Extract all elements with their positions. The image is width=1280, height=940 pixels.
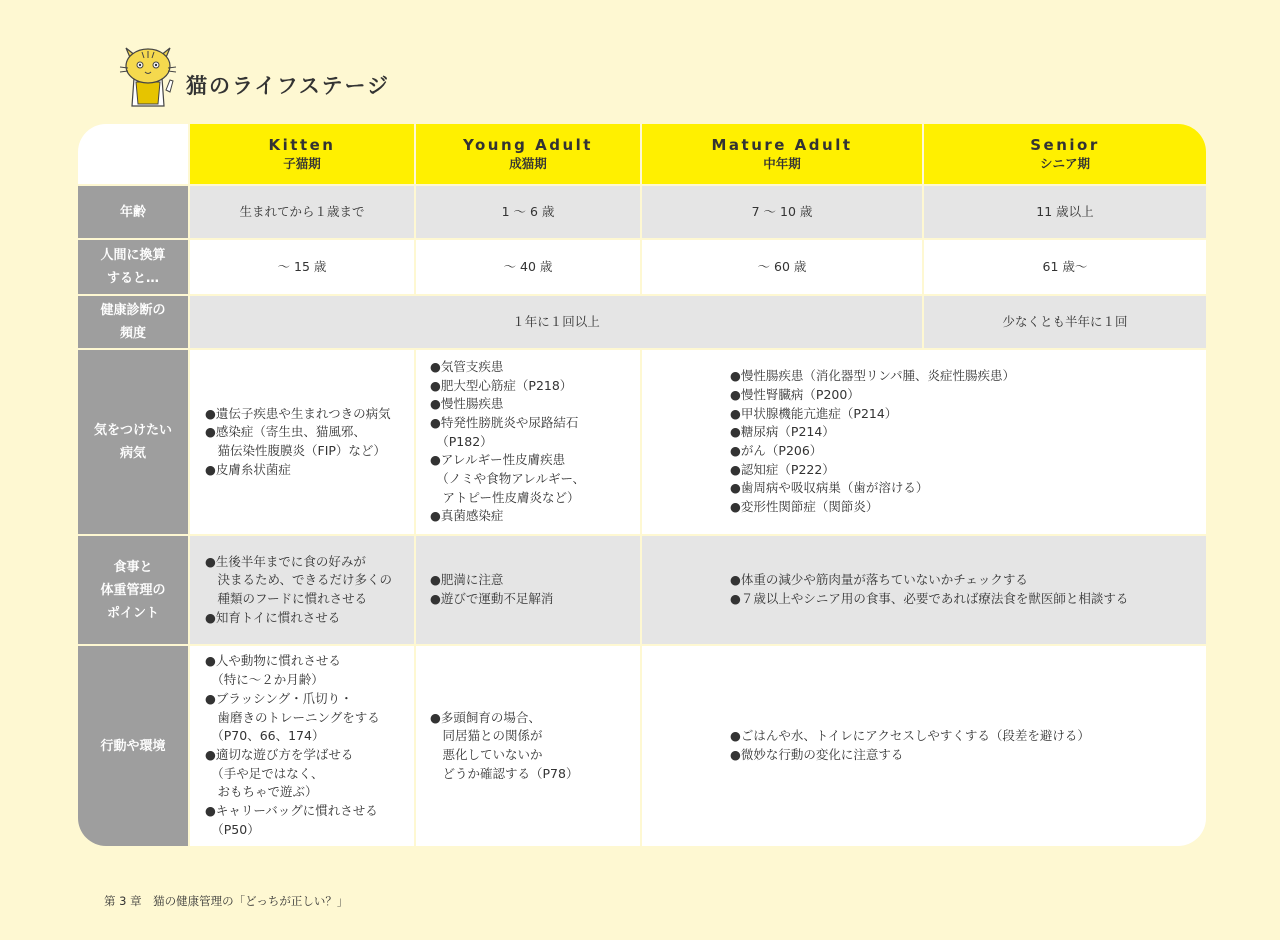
list-item: ●人や動物に慣れさせる [205, 653, 341, 669]
column-header-en: Kitten [268, 136, 336, 154]
list-item: （P182） [430, 433, 493, 449]
list-item: どうか確認する（P78） [430, 765, 579, 781]
label-line: 気をつけたい [93, 423, 172, 438]
list-item: ●キャリーバッグに慣れさせる [205, 803, 378, 819]
list-item: 猫伝染性腹膜炎（FIP）など） [205, 443, 386, 458]
diet-kitten [190, 536, 414, 644]
list-item: ●慢性腸疾患（消化器型リンパ腫、炎症性腸疾患） [730, 368, 1016, 384]
list-item: ●遺伝子疾患や生まれつきの病気 [205, 405, 391, 421]
list-item: ●知育トイに慣れさせる [205, 609, 341, 625]
list-item: ●認知症（P222） [730, 461, 835, 477]
disease-young-adult [416, 350, 640, 534]
list-item: ●歯周病や吸収病巣（歯が溶ける） [730, 480, 929, 496]
list-item: ●ごはんや水、トイレにアクセスしやすくする（段差を避ける） [730, 728, 1090, 744]
list-item: 決まるため、できるだけ多くの [205, 572, 393, 588]
disease-list [430, 358, 585, 526]
life-stage-table [78, 124, 1206, 846]
list-item: ●甲状腺機能亢進症（P214） [730, 405, 898, 421]
list-item: ●気管支疾患 [430, 358, 504, 374]
column-header-senior [924, 124, 1206, 184]
behavior-list [430, 709, 578, 784]
disease-kitten [190, 350, 414, 534]
list-item: ●肥満に注意 [430, 572, 504, 588]
list-item: ●慢性腎臓病（P200） [730, 386, 860, 402]
human-age-mature-adult: ～ 60 歳 [642, 240, 922, 294]
diet-list [730, 571, 1128, 608]
list-item: （特に～２か月齢） [205, 672, 324, 688]
row-label-behavior: 行動や環境 [78, 646, 188, 846]
list-item: 歯磨きのトレーニングをする [205, 709, 380, 725]
label-line: 食事と [113, 559, 153, 575]
list-item: ●遊びで運動不足解消 [430, 591, 554, 606]
diet-mature-senior [642, 536, 1206, 644]
list-item: ●体重の減少や筋肉量が落ちていないかチェックする [730, 572, 1028, 588]
list-item: 悪化していないか [430, 747, 543, 762]
disease-list [730, 367, 1015, 517]
row-label-age: 年齢 [78, 186, 188, 238]
row-label-human-age [78, 240, 188, 294]
label-line: 人間に換算 [100, 248, 166, 263]
label-line: 頻度 [119, 326, 146, 341]
list-item: ●真菌感染症 [430, 508, 504, 524]
label-line: 健康診断の [100, 303, 166, 318]
row-label-checkup [78, 296, 188, 348]
column-header-jp: 子猫期 [283, 156, 321, 171]
column-header-jp: シニア期 [1039, 156, 1090, 171]
list-item: （ノミや食物アレルギー、 [430, 471, 585, 487]
human-age-kitten: ～ 15 歳 [190, 240, 414, 294]
list-item: ●生後半年までに食の好みが [205, 553, 366, 569]
behavior-young-adult [416, 646, 640, 846]
page-title: 猫のライフステージ [186, 74, 391, 98]
label-line: 病気 [119, 446, 146, 461]
disease-mature-senior [642, 350, 1206, 534]
human-age-senior: 61 歳～ [924, 240, 1206, 294]
list-item: 同居猫との関係が [430, 728, 543, 744]
age-kitten: 生まれてから１歳まで [190, 186, 414, 238]
label-line: すると… [106, 271, 159, 286]
checkup-kitten-to-mature: １年に１回以上 [190, 296, 922, 348]
diet-list [430, 571, 553, 608]
list-item: ●慢性腸疾患 [430, 396, 504, 412]
column-header-en: Mature Adult [711, 136, 853, 154]
list-item: ●変形性関節症（関節炎） [730, 499, 879, 515]
behavior-kitten [190, 646, 414, 846]
row-label-disease [78, 350, 188, 534]
list-item: ●ブラッシング・爪切り・ [205, 690, 353, 706]
diet-list [205, 553, 392, 628]
column-header-young-adult [416, 124, 640, 184]
diet-young-adult [416, 536, 640, 644]
behavior-list [205, 652, 380, 839]
list-item: ●糖尿病（P214） [730, 424, 835, 440]
cat-mascot-icon [118, 40, 178, 108]
label-line: ポイント [106, 605, 159, 621]
list-item: 種類のフードに慣れさせる [205, 591, 368, 606]
list-item: （P70、66、174） [205, 728, 325, 744]
list-item: ●微妙な行動の変化に注意する [730, 747, 904, 762]
column-header-en: Senior [1030, 136, 1100, 154]
age-mature-adult: 7 ～ 10 歳 [642, 186, 922, 238]
human-age-young-adult: ～ 40 歳 [416, 240, 640, 294]
list-item: （手や足ではなく、 [205, 765, 324, 781]
list-item: ●適切な遊び方を学ばせる [205, 747, 354, 762]
column-header-mature-adult [642, 124, 922, 184]
row-label-diet [78, 536, 188, 644]
checkup-senior: 少なくとも半年に１回 [924, 296, 1206, 348]
list-item: おもちゃで遊ぶ） [205, 784, 318, 800]
column-header-kitten [190, 124, 414, 184]
column-header-en: Young Adult [463, 136, 593, 154]
column-header-jp: 成猫期 [509, 156, 547, 171]
age-senior: 11 歳以上 [924, 186, 1206, 238]
age-young-adult: 1 ～ 6 歳 [416, 186, 640, 238]
list-item: ●肥大型心筋症（P218） [430, 377, 573, 393]
label-line: 体重管理の [100, 582, 166, 598]
list-item: ●アレルギー性皮膚疾患 [430, 452, 566, 468]
disease-list [205, 405, 391, 480]
list-item: ●７歳以上やシニア用の食事、必要であれば療法食を獣医師と相談する [730, 591, 1129, 606]
list-item: ●皮膚糸状菌症 [205, 461, 291, 477]
page-footer: 第 3 章 猫の健康管理の「どっちが正しい？」 [104, 894, 349, 908]
list-item: ●特発性膀胱炎や尿路結石 [430, 414, 579, 430]
list-item: アトピー性皮膚炎など） [430, 489, 580, 505]
list-item: （P50） [205, 821, 260, 837]
list-item: ●感染症（寄生虫、猫風邪、 [205, 424, 366, 440]
table-corner [78, 124, 188, 184]
list-item: ●多頭飼育の場合、 [430, 709, 541, 725]
list-item: ●がん（P206） [730, 443, 823, 458]
behavior-mature-senior [642, 646, 1206, 846]
column-header-jp: 中年期 [763, 156, 801, 171]
behavior-list [730, 727, 1090, 764]
